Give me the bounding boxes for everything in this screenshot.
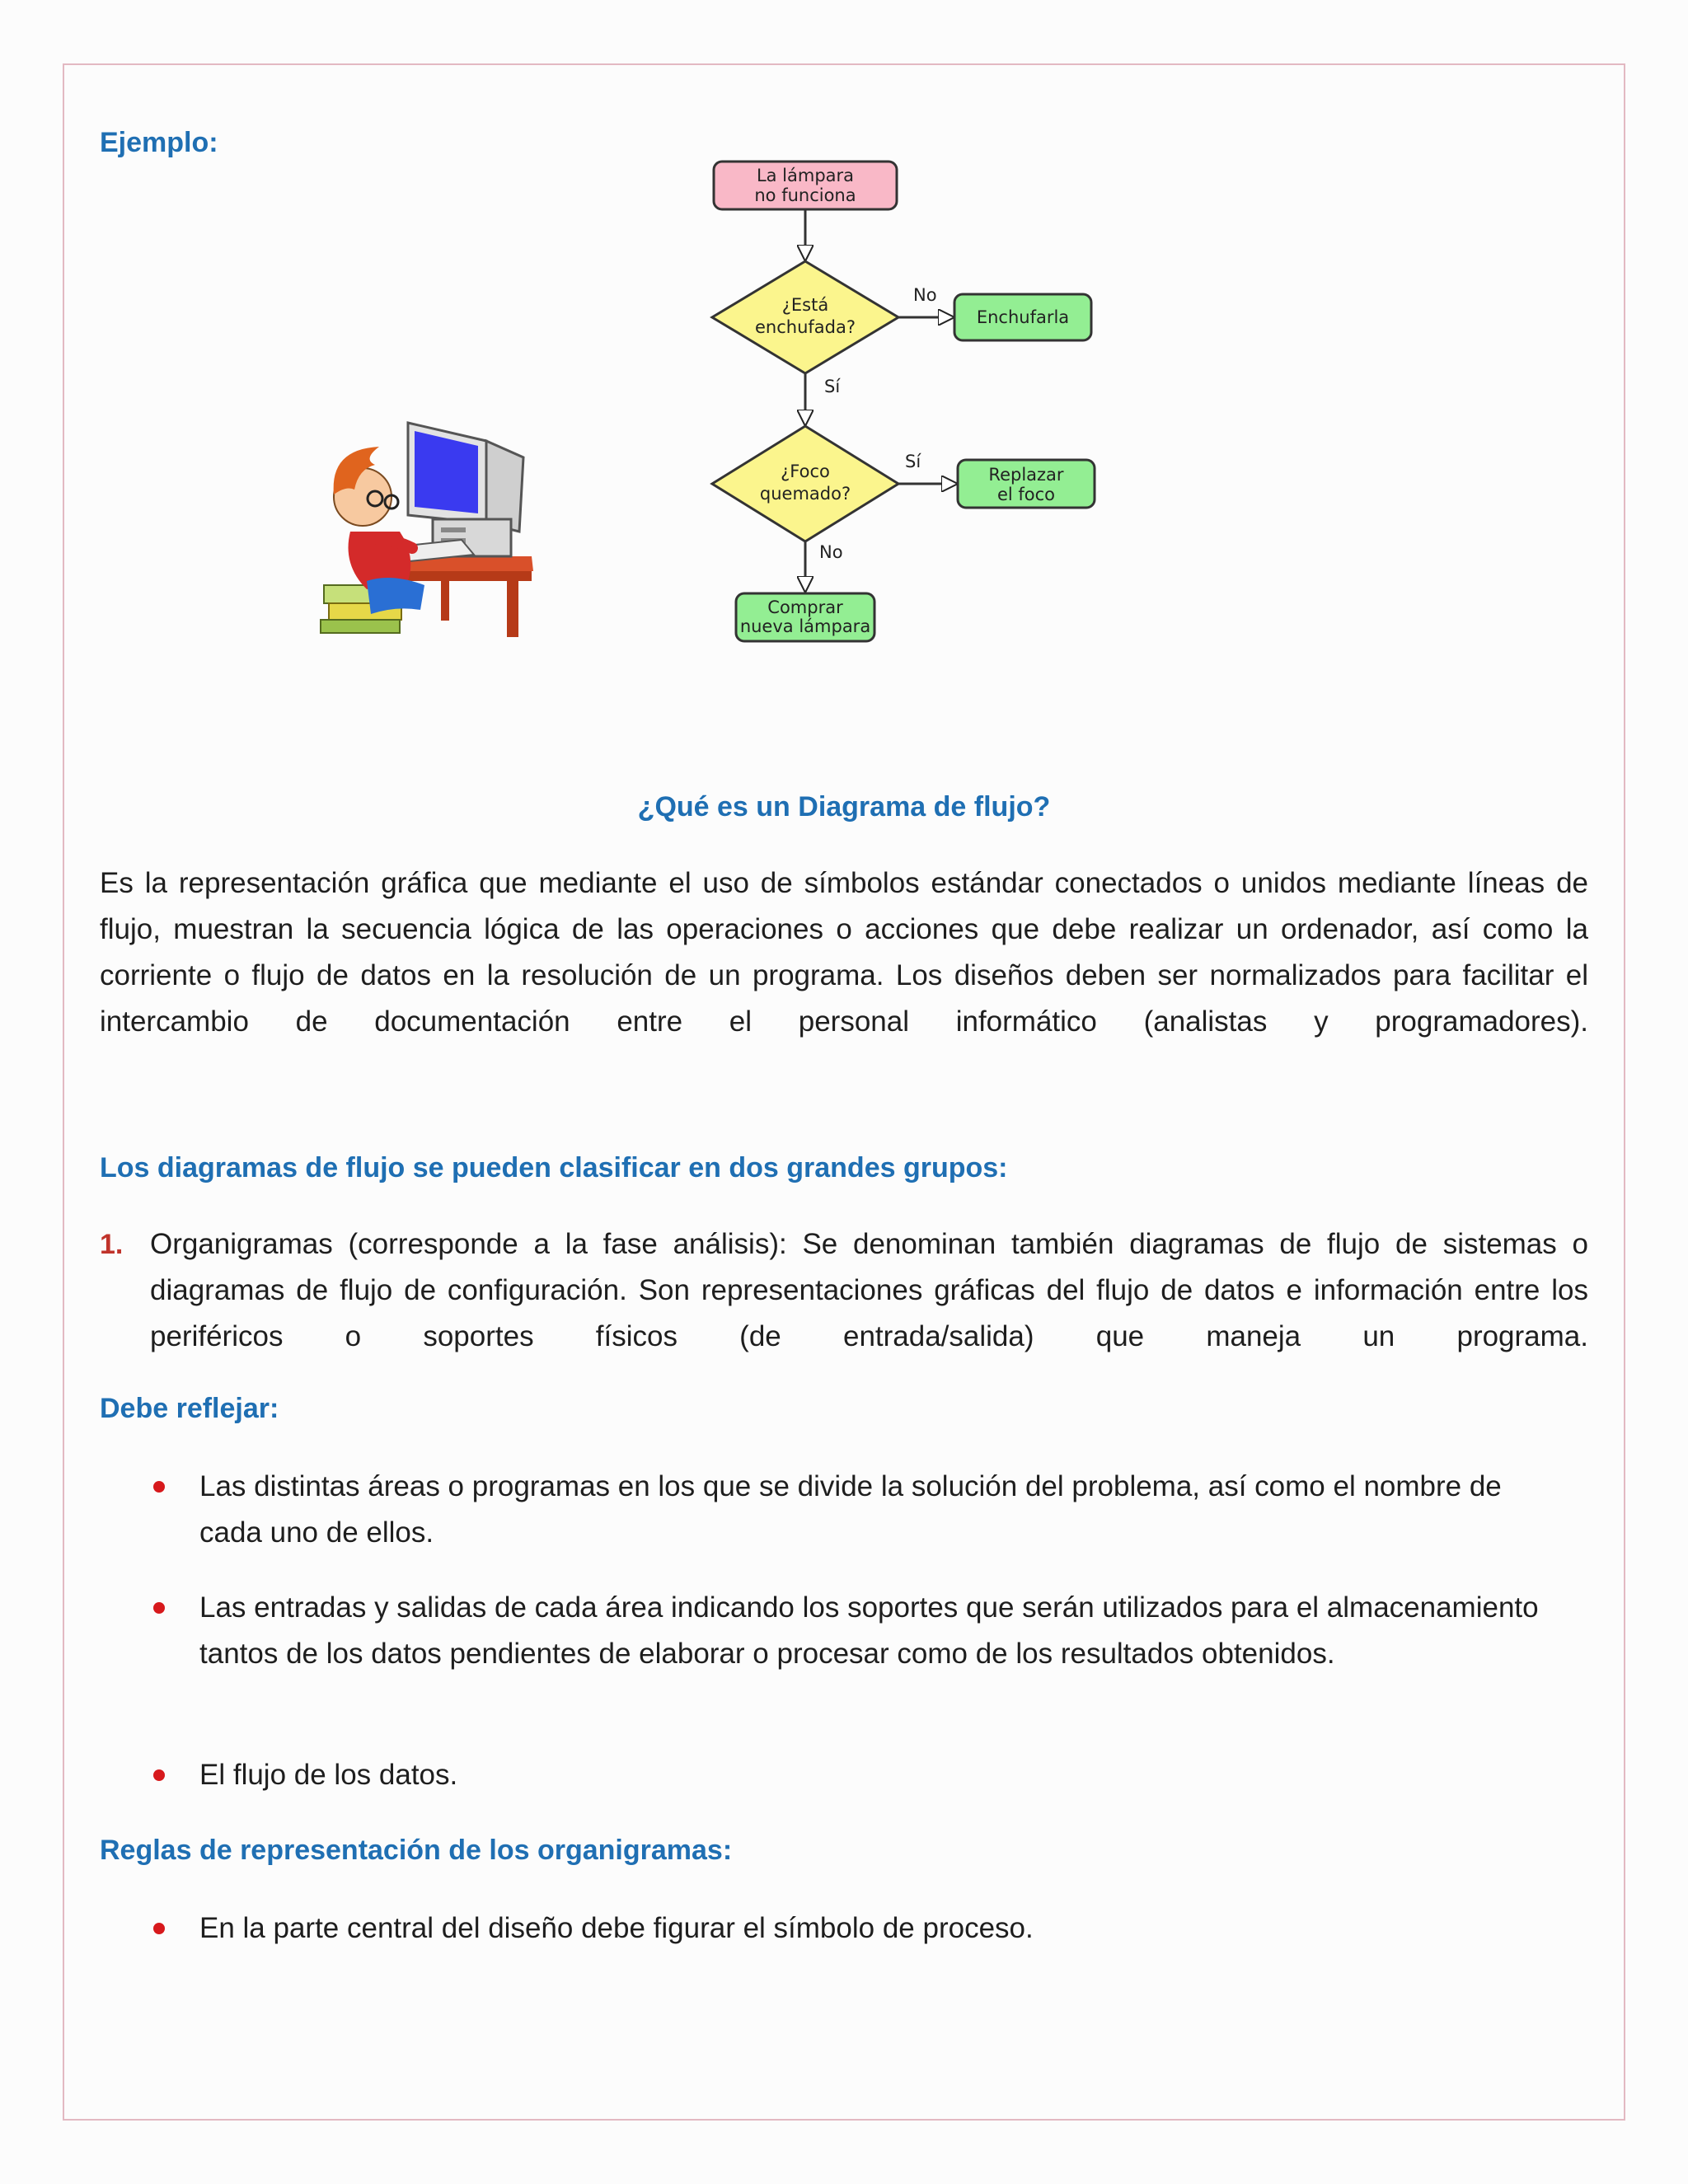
action1-label: Enchufarla: [976, 307, 1070, 327]
list-number: 1.: [100, 1229, 124, 1260]
flowchart-decision-bulb: [712, 426, 898, 541]
computer-user-illustration: [317, 416, 540, 639]
decision1-no-label: No: [913, 285, 937, 305]
bullet-icon: [153, 1481, 165, 1493]
decision1-line-2: enchufada?: [754, 317, 856, 337]
start-line-1: La lámpara: [756, 166, 855, 185]
flowchart-action-plug-in: [954, 294, 1091, 340]
end-line-1: Comprar: [767, 598, 843, 617]
bullet-item-1: Las distintas áreas o programas en los que se divide la solución del problema, así como el nombre de cada uno de ellos.: [199, 1470, 1502, 1549]
bullet-item-3: El flujo de los datos.: [199, 1759, 458, 1791]
decision2-line-1: ¿Foco: [781, 462, 830, 481]
section-title-classification: Los diagramas de flujo se pueden clasificar en dos grandes grupos:: [100, 1152, 1008, 1183]
bullet-icon: [153, 1769, 165, 1781]
end-line-2: nueva lámpara: [739, 616, 871, 636]
rules-bullet-item-1: En la parte central del diseño debe figurar el símbolo de proceso.: [199, 1912, 1034, 1944]
definition-paragraph: Es la representación gráfica que mediante el uso de símbolos estándar conectados o unidos mediante líneas de flujo, muestran la secuencia lógica de las operaciones o acciones que debe realizar un ordenador, así como la corriente o flujo de datos en la resolución de un programa. Los diseños deben ser normalizados para facilitar el intercambio de documentación entre el personal informático (analistas y programadores).: [100, 867, 1588, 1038]
start-line-2: no funciona: [754, 185, 856, 205]
bullet-item-2: Las entradas y salidas de cada área indicando los soportes que serán utilizados para el almacenamiento tantos de los datos pendientes de elaborar o procesar como de los resultados obtenidos.: [199, 1591, 1539, 1670]
action2-line-1: Replazar: [988, 465, 1064, 485]
bullet-icon: [153, 1602, 165, 1614]
flowchart-action-replace: [958, 460, 1095, 508]
flowchart-end-node: [736, 593, 874, 641]
lamp-flowchart: [701, 157, 1113, 651]
flowchart-start-node: [714, 162, 897, 209]
section-title-rules: Reglas de representación de los organigramas:: [100, 1835, 733, 1866]
decision2-line-2: quemado?: [759, 484, 851, 504]
bullet-icon: [153, 1923, 165, 1934]
flowchart-decision-plugged: [712, 261, 898, 373]
decision2-yes-label: Sí: [905, 452, 921, 471]
section-title-what-is: ¿Qué es un Diagrama de flujo?: [637, 791, 1051, 823]
list-item-organigramas: Organigramas (corresponde a la fase análisis): Se denominan también diagramas de flujo de sistemas o diagramas de flujo de configuración. Son representaciones gráficas del flujo de datos e información entre los periféricos o soportes físicos (de entrada/salida) que maneja un programa.: [150, 1228, 1588, 1352]
section-title-should-reflect: Debe reflejar:: [100, 1393, 279, 1424]
decision1-line-1: ¿Está: [781, 295, 829, 315]
decision1-yes-label: Sí: [824, 377, 841, 396]
example-heading: Ejemplo:: [100, 127, 218, 158]
decision2-no-label: No: [819, 542, 843, 562]
action2-line-2: el foco: [996, 485, 1056, 504]
